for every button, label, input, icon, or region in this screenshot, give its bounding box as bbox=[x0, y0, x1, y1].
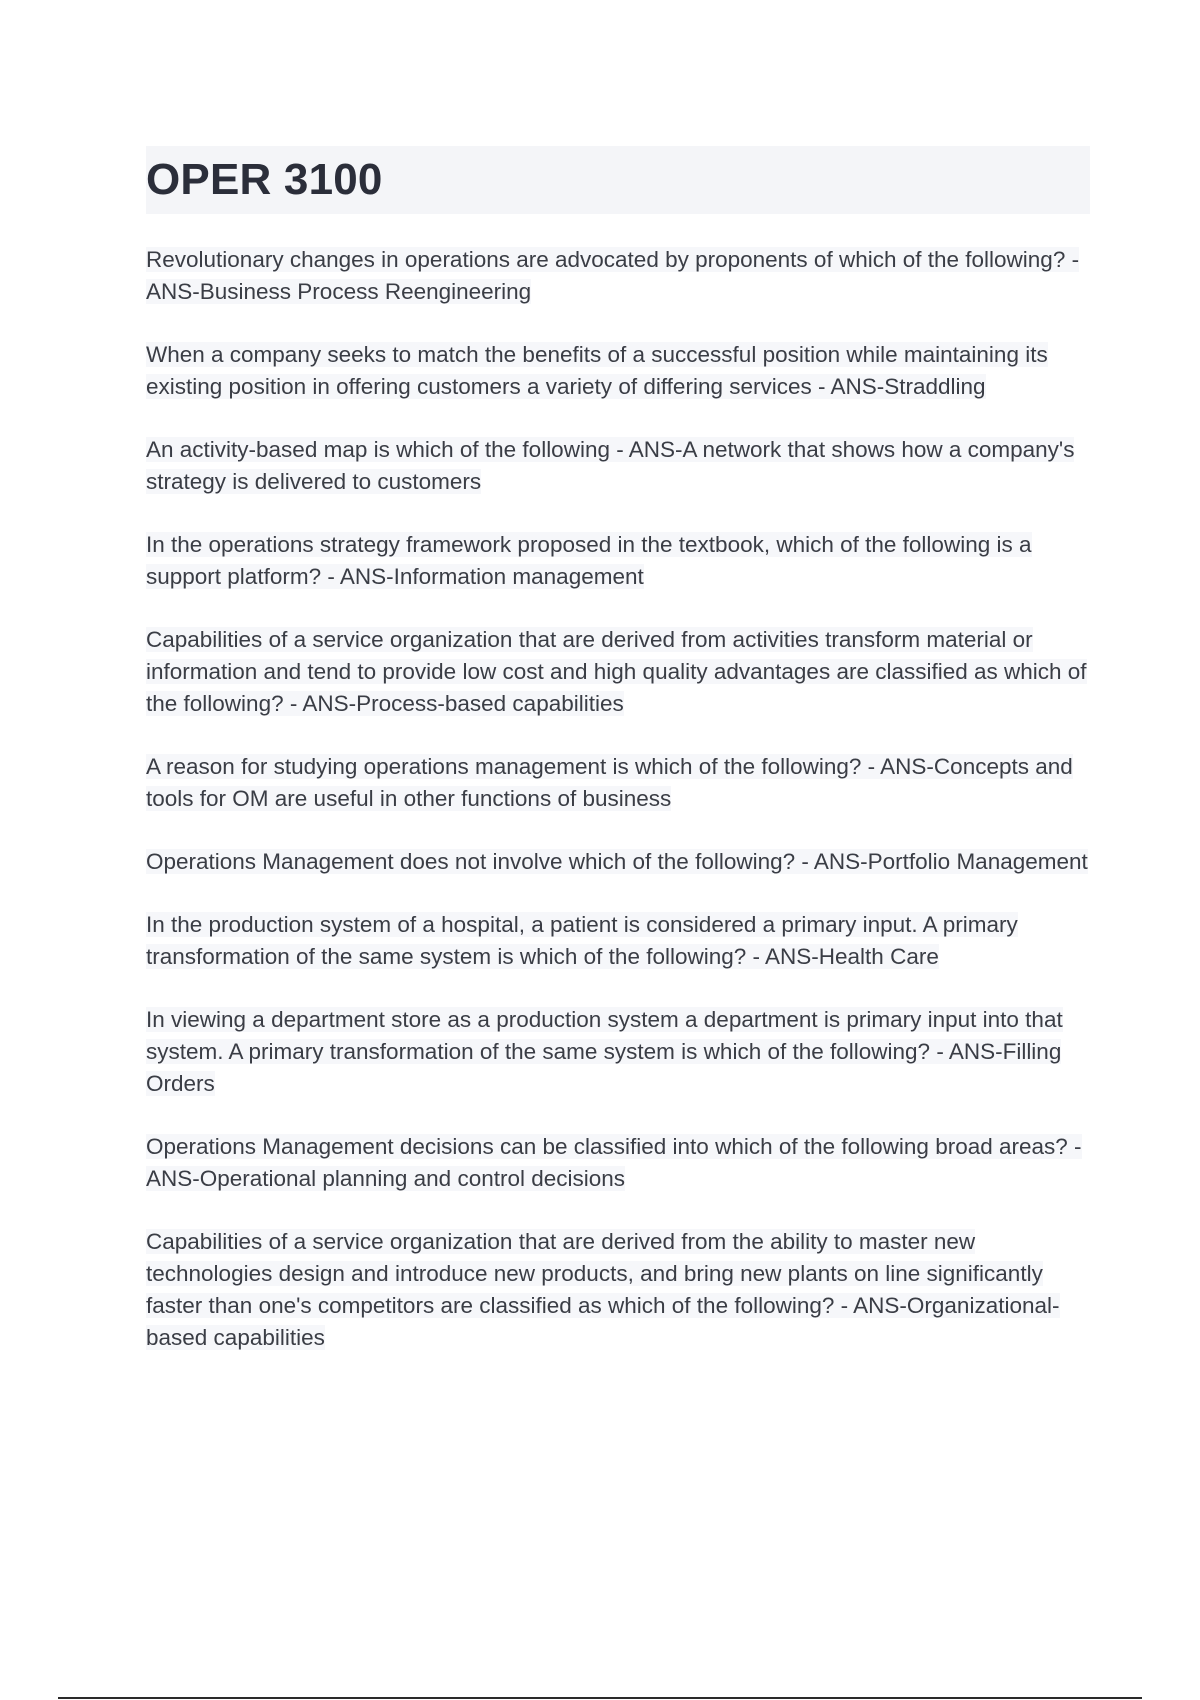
qa-item bbox=[146, 909, 1090, 973]
qa-text: In viewing a department store as a production system a department is primary input into that system. A primary transformation of the same system is which of the following? - ANS-Filling Orders bbox=[146, 1007, 1063, 1096]
title-bar bbox=[146, 146, 1090, 214]
qa-text: When a company seeks to match the benefits of a successful position while maintaining its existing position in offering customers a variety of differing services - ANS-Straddling bbox=[146, 342, 1048, 399]
qa-item bbox=[146, 1226, 1090, 1354]
qa-item bbox=[146, 434, 1090, 498]
qa-text: Capabilities of a service organization that are derived from the ability to master new technologies design and introduce new products, and bring new plants on line significantly faster than one's competitors are classified as which of the following? - ANS-Organizational-based capabilities bbox=[146, 1229, 1060, 1350]
qa-item bbox=[146, 624, 1090, 720]
qa-item bbox=[146, 1004, 1090, 1100]
qa-text: In the operations strategy framework proposed in the textbook, which of the following is a support platform? - ANS-Information management bbox=[146, 532, 1032, 589]
qa-list bbox=[146, 244, 1090, 1354]
qa-text: A reason for studying operations management is which of the following? - ANS-Concepts and tools for OM are useful in other functions of business bbox=[146, 754, 1073, 811]
document-page bbox=[146, 146, 1090, 1385]
qa-item bbox=[146, 846, 1090, 878]
qa-item bbox=[146, 751, 1090, 815]
qa-text: In the production system of a hospital, a patient is considered a primary input. A primary transformation of the same system is which of the following? - ANS-Health Care bbox=[146, 912, 1018, 969]
qa-item bbox=[146, 244, 1090, 308]
qa-text: Operations Management decisions can be classified into which of the following broad areas? - ANS-Operational planning and control decisions bbox=[146, 1134, 1082, 1191]
qa-item bbox=[146, 1131, 1090, 1195]
footer-divider bbox=[58, 1697, 1142, 1699]
qa-text: Operations Management does not involve which of the following? - ANS-Portfolio Management bbox=[146, 849, 1088, 874]
page-title: OPER 3100 bbox=[146, 155, 383, 204]
qa-text: Capabilities of a service organization that are derived from activities transform material or information and tend to provide low cost and high quality advantages are classified as which of the following? - ANS-Process-based capabilities bbox=[146, 627, 1087, 716]
qa-text: Revolutionary changes in operations are advocated by proponents of which of the following? - ANS-Business Process Reengineering bbox=[146, 247, 1080, 304]
qa-item bbox=[146, 529, 1090, 593]
qa-item bbox=[146, 339, 1090, 403]
qa-text: An activity-based map is which of the following - ANS-A network that shows how a company's strategy is delivered to customers bbox=[146, 437, 1075, 494]
